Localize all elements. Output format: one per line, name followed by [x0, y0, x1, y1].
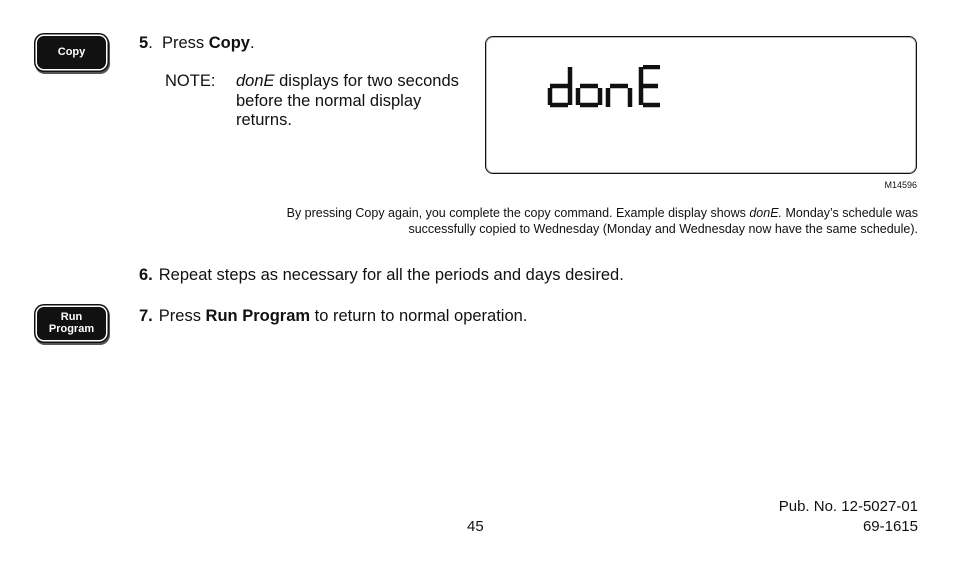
run-program-label-line2: Program [48, 322, 95, 335]
caption-italic: donE. [749, 206, 783, 220]
step-5-prefix: Press [161, 34, 209, 52]
step-6 [139, 266, 624, 285]
step-5-number: 5 [139, 34, 149, 52]
run-program-label-line1: Run [60, 310, 83, 323]
caption-part1: By pressing Copy again, you complete the copy command. Example display shows [286, 206, 750, 220]
step-6-number: 6. [139, 266, 153, 284]
step-5-punct: . [148, 34, 162, 52]
lcd-text-done [546, 65, 666, 111]
note-italic: donE [236, 72, 275, 90]
figure-id: M14596 [884, 180, 917, 190]
step-6-text: Repeat steps as necessary for all the periods and days desired. [158, 266, 624, 284]
step-7-prefix: Press [158, 307, 206, 325]
step-7 [139, 307, 527, 326]
run-program-button[interactable] [37, 307, 106, 340]
copy-button-label: Copy [57, 45, 86, 58]
step-7-bold: Run Program [205, 307, 311, 325]
page-number: 45 [467, 518, 484, 535]
note-body: displays for two seconds before the normal display returns. [236, 72, 459, 129]
note-text [236, 72, 481, 131]
copy-button[interactable] [37, 36, 106, 69]
step-7-number: 7. [139, 307, 153, 325]
note-label: NOTE: [165, 72, 216, 90]
pub-line-2: 69-1615 [862, 518, 918, 535]
figure-caption [240, 205, 918, 237]
pub-line-1: Pub. No. 12-5027-01 [778, 498, 918, 515]
step-5-bold: Copy [208, 34, 250, 52]
step-5-suffix: . [249, 34, 255, 52]
caption-part2: Monday’s schedule was successfully copied to Wednesday (Monday and Wednesday now have the same schedule). [408, 206, 918, 236]
step-5 [139, 34, 255, 53]
publication-number [779, 497, 918, 537]
lcd-display [485, 36, 917, 174]
step-7-suffix: to return to normal operation. [310, 307, 528, 325]
